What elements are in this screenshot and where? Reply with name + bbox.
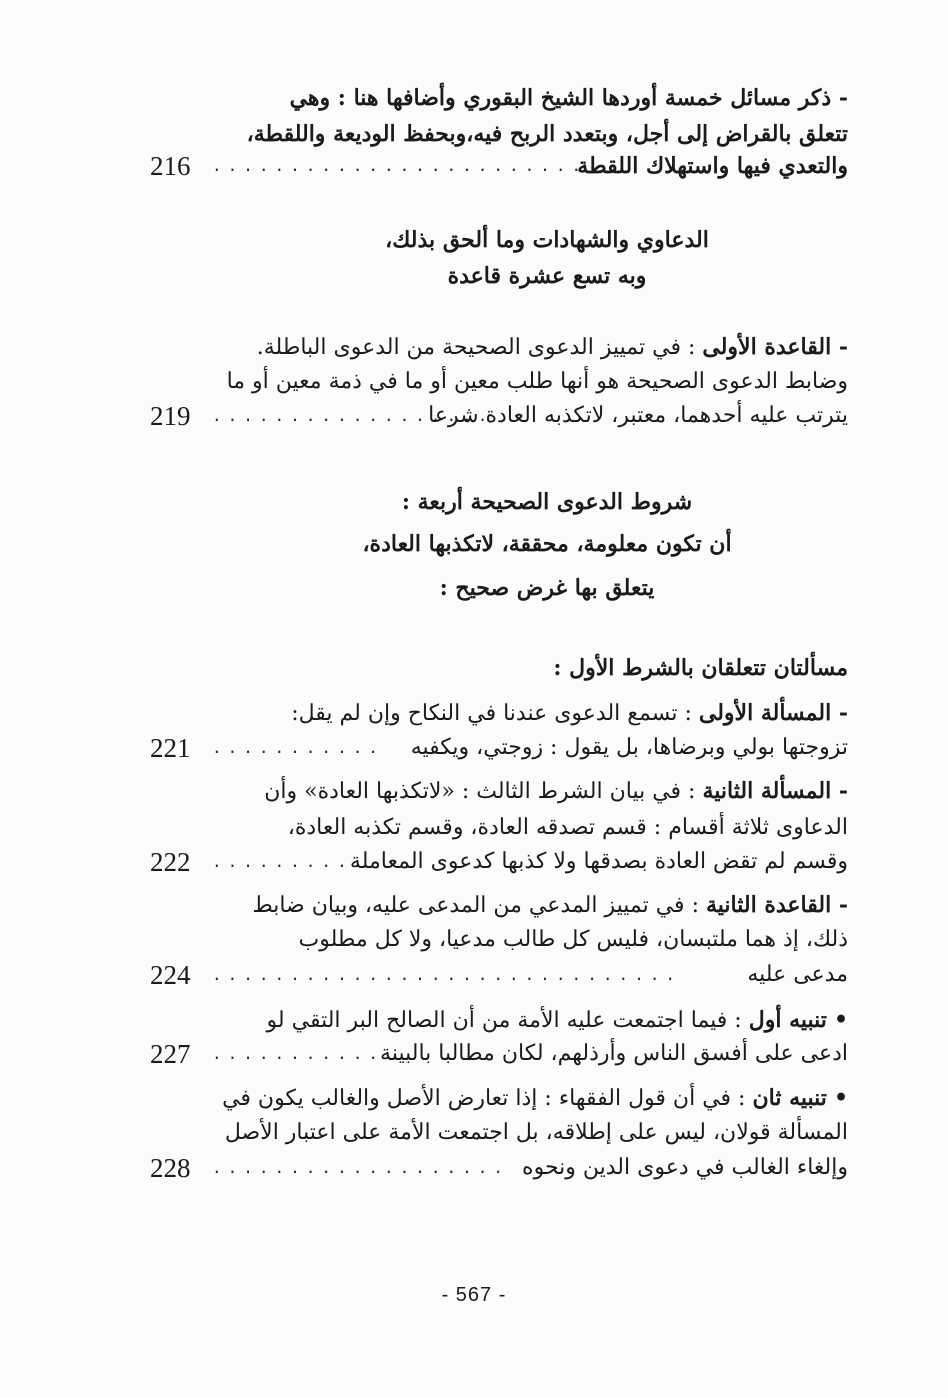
section-heading-text-1: الدعاوي والشهادات وما ألحق بذلك،: [385, 227, 709, 253]
intro-line-1: [150, 78, 848, 118]
intro-text-3: والتعدي فيها واستهلاك اللقطة: [577, 153, 848, 179]
issues-heading-text: مسألتان تتعلقان بالشرط الأول :: [553, 655, 848, 681]
page-ref: 227: [150, 1039, 191, 1069]
intro-text-1: - ذكر مسائل خمسة أوردها الشيخ البقوري وأضافها هنا : وهي: [289, 85, 848, 111]
page-ref: 222: [150, 847, 191, 877]
page-ref: 216: [150, 151, 191, 181]
section-heading-text-2: وبه تسع عشرة قاعدة: [447, 263, 647, 289]
note1-label: تنبيه أول: [748, 1007, 827, 1033]
issue1-rest: : تسمع الدعوى عندنا في النكاح وإن لم يقل:: [291, 701, 699, 726]
conditions-line-2: [150, 524, 848, 564]
conditions-line-1: [150, 482, 848, 522]
page-ref: 221: [150, 733, 191, 763]
issue2-label: - المسألة الثانية: [702, 778, 848, 804]
rule2-text-2: ذلك، إذ هما ملتبسان، فليس كل طالب مدعيا، ولا كل مطلوب: [298, 927, 848, 952]
leader-dots: ..........: [212, 852, 369, 871]
page-number: - 567 -: [441, 1284, 507, 1306]
toc-entry-rule1: [150, 396, 848, 436]
leader-dots: ........................: [212, 156, 588, 175]
issue2-text-2: الدعاوى ثلاثة أقسام : قسم تصدقه العادة، وقسم تكذبه العادة،: [287, 815, 848, 840]
issue2-text-1: [264, 771, 848, 812]
note1-text-2: ادعى على أفسق الناس وأرذلهم، لكان مطالبا بالبينة: [380, 1041, 848, 1066]
note2-text-2: المسألة قولان، ليس على إطلاقه، بل اجتمعت الأمة على اعتبار الأصل: [224, 1120, 848, 1145]
issue1-line-1: [150, 693, 848, 733]
rule1-text-3: يترتب عليه أحدهما، معتبر، لاتكذبه العادة شرعا: [428, 403, 848, 428]
rule2-line-1: [150, 885, 848, 925]
section-heading-line-1: [150, 220, 848, 260]
conditions-text-1: شروط الدعوى الصحيحة أربعة :: [401, 489, 693, 515]
rule2-line-2: [150, 920, 848, 960]
issue1-text-2: تزوجتها بولي وبرضاها، بل يقول : زوجتي، ويكفيه: [410, 735, 848, 760]
note2-text-3: وإلغاء الغالب في دعوى الدين ونحوه: [522, 1155, 848, 1180]
issue1-label: - المسألة الأولى: [698, 700, 848, 726]
toc-entry-intro: [150, 146, 848, 186]
note2-line-1: [150, 1078, 848, 1118]
rule1-line-1: [150, 327, 848, 367]
note2-label: تنبيه ثان: [752, 1085, 827, 1111]
rule2-label: - القاعدة الثانية: [705, 892, 848, 918]
leader-dots: ..................: [212, 406, 494, 425]
page-ref: 228: [150, 1153, 191, 1183]
conditions-line-3: [150, 568, 848, 608]
rule2-text-3: مدعى عليه: [747, 962, 848, 987]
issue2-text-3: وقسم لم تقض العادة بصدقها ولا كذبها كدعوى المعاملة: [349, 849, 848, 874]
note2-rest: : في أن قول الفقهاء : إذا تعارض الأصل والغالب يكون في: [222, 1086, 753, 1111]
rule1-rest: : في تمييز الدعوى الصحيحة من الدعوى الباطلة.: [256, 335, 703, 360]
bullet-icon: •: [833, 1007, 848, 1033]
leader-dots: ............: [212, 1044, 400, 1063]
toc-entry-rule2: [150, 955, 848, 995]
bullet-icon: •: [833, 1085, 848, 1111]
intro-text-2: تتعلق بالقراض إلى أجل، وبتعدد الربح فيه،وبحفظ الوديعة واللقطة،: [246, 121, 848, 147]
conditions-text-2: أن تكون معلومة، محققة، لاتكذبها العادة،: [362, 531, 732, 557]
toc-entry-issue1: [150, 728, 848, 768]
page-ref: 219: [150, 401, 191, 431]
toc-entry-issue2: [150, 842, 848, 882]
leader-dots: ..............................: [212, 965, 681, 984]
issue2-line-1: [150, 771, 848, 811]
toc-entry-note2: [150, 1148, 848, 1188]
rule2-rest: : في تمييز المدعي من المدعى عليه، وبيان ضابط: [252, 893, 706, 918]
issues-heading: [150, 648, 848, 688]
note1-rest: : فيما اجتمعت عليه الأمة من أن الصالح البر التقي لو: [266, 1008, 749, 1033]
leader-dots: ...................: [212, 1158, 510, 1177]
conditions-text-3: يتعلق بها غرض صحيح :: [439, 575, 655, 601]
note2-line-2: [150, 1113, 848, 1153]
rule1-label: - القاعدة الأولى: [702, 334, 848, 360]
page-ref: 224: [150, 960, 191, 990]
rule1-text-2: وضابط الدعوى الصحيحة هو أنها طلب معين أو ما في ذمة معين أو ما: [226, 369, 848, 394]
issue2-rest: : في بيان الشرط الثالث : «لاتكذبها العادة» وأن: [264, 779, 703, 804]
section-heading-line-2: [150, 256, 848, 296]
toc-entry-note1: [150, 1034, 848, 1074]
leader-dots: ...........: [212, 738, 384, 757]
